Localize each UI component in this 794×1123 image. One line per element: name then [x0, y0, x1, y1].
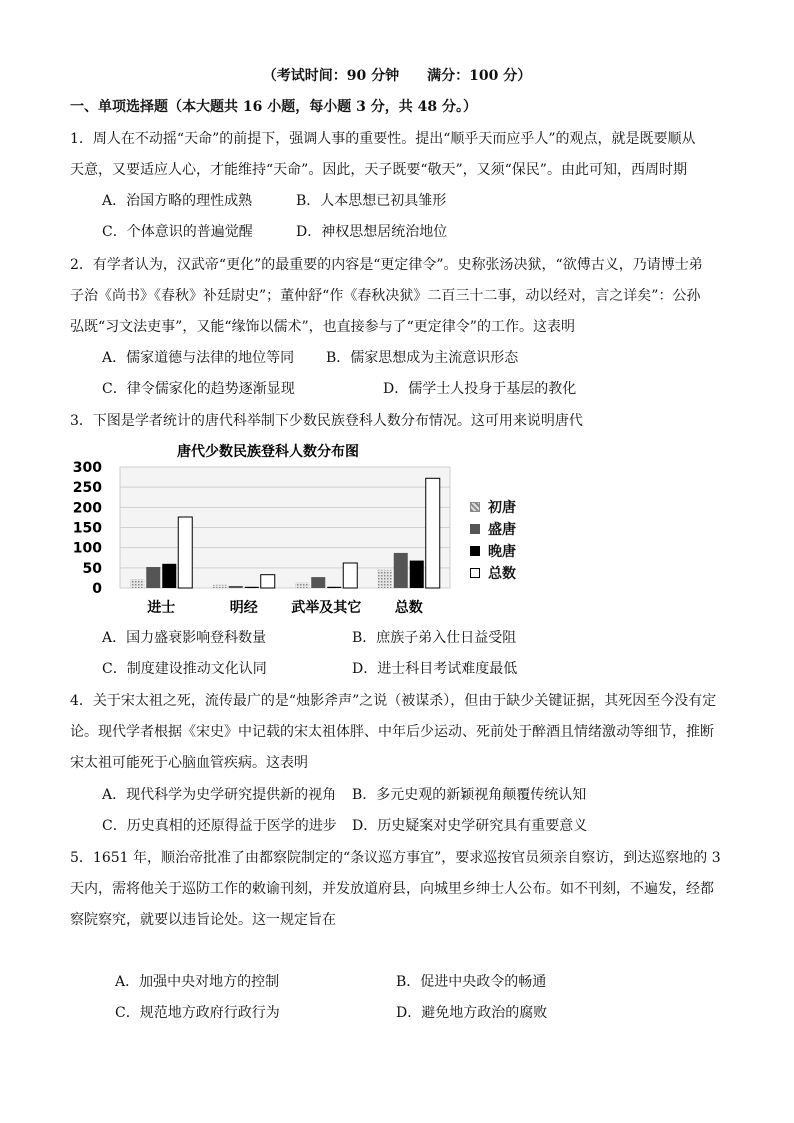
legend-item-early [470, 496, 516, 518]
q5-line-3: 察院察究，就要以违旨论处。这一规定旨在 [70, 912, 336, 928]
bar [410, 561, 424, 588]
x-tick-label: 明经 [229, 600, 258, 616]
q1-option-d: D．神权思想居统治地位 [296, 224, 448, 240]
y-tick-label: 150 [72, 520, 102, 537]
bar [245, 587, 259, 588]
q3-option-b: B．庶族子弟入仕日益受阻 [352, 630, 517, 646]
legend-swatch-total [470, 568, 480, 578]
bar [311, 577, 325, 588]
chart-title: 唐代少数民族登科人数分布图 [177, 444, 359, 460]
q4-option-b: B．多元史观的新颖视角颠覆传统认知 [352, 787, 587, 803]
q1-option-b: B．人本思想已初具雏形 [296, 193, 447, 209]
legend-item-total [470, 562, 516, 584]
bar [327, 587, 341, 588]
bar [394, 553, 408, 588]
y-tick-label: 50 [82, 560, 102, 577]
bar [162, 564, 176, 588]
q4-option-a: A．现代科学为史学研究提供新的视角 [102, 787, 337, 803]
y-tick-label: 100 [72, 540, 102, 557]
q1-line-1: 1．周人在不动摇“天命”的前提下，强调人事的重要性。提出“顺乎天而应乎人”的观点，就是既要顺从 [70, 131, 696, 147]
q2-line-2: 子治《尚书》《春秋》补廷尉史”；董仲舒“作《春秋决狱》二百三十二事，动以经对，言之详矣”：公孙 [70, 288, 701, 304]
q2-option-c: C．律令儒家化的趋势逐渐显现 [102, 381, 295, 397]
q2-option-b: B．儒家思想成为主流意识形态 [326, 350, 519, 366]
legend-label: 盛唐 [488, 522, 516, 538]
legend-label: 晚唐 [488, 544, 516, 560]
q4-line-1: 4．关于宋太祖之死，流传最广的是“烛影斧声”之说（被谋杀），但由于缺少关键证据，其死因至今没有定 [70, 693, 717, 709]
q1-option-a: A．治国方略的理性成熟 [102, 193, 253, 209]
q3-option-a: A．国力盛衰影响登科数量 [102, 630, 267, 646]
legend-swatch-late [470, 546, 480, 556]
legend-item-high [470, 518, 516, 540]
y-tick-label: 300 [72, 460, 102, 476]
x-tick-label: 进士 [147, 600, 176, 616]
bar [261, 575, 275, 588]
exam-info: （考试时间：90 分钟 满分：100 分） [262, 68, 532, 84]
chart-legend [470, 496, 516, 584]
bar [229, 586, 243, 588]
bar-chart [72, 440, 538, 620]
legend-label: 总数 [488, 566, 516, 582]
bar [178, 517, 192, 588]
legend-swatch-high [470, 524, 480, 534]
q5-line-2: 天内，需将他关于巡防工作的敕谕刊刻，并发放道府县，向城里乡绅士人公布。如不刊刻，不遍发，经都 [70, 881, 714, 897]
bar [213, 585, 227, 588]
legend-swatch-early [470, 502, 480, 512]
section-title: 一、单项选择题（本大题共 16 小题，每小题 3 分，共 48 分。） [70, 99, 477, 115]
x-tick-label: 武举及其它 [291, 600, 362, 616]
q2-option-a: A．儒家道德与法律的地位等同 [102, 350, 295, 366]
q4-line-2: 论。现代学者根据《宋史》中记载的宋太祖体胖、中年后少运动、死前处于醉酒且情绪激动等细节，推断 [70, 724, 714, 740]
q3-line: 3．下图是学者统计的唐代科举制下少数民族登科人数分布情况。这可用来说明唐代 [70, 413, 583, 429]
q4-line-3: 宋太祖可能死于心脑血管疾病。这表明 [70, 755, 308, 771]
bar [378, 570, 392, 588]
bar [343, 563, 357, 588]
q3-option-c: C．制度建设推动文化认同 [102, 661, 267, 677]
q2-option-d: D．儒学士人投身于基层的教化 [383, 381, 577, 397]
q3-option-d: D．进士科目考试难度最低 [352, 661, 518, 677]
q4-option-c: C．历史真相的还原得益于医学的进步 [102, 818, 337, 834]
bar [426, 478, 440, 588]
legend-item-late [470, 540, 516, 562]
x-tick-label: 总数 [394, 600, 423, 616]
q5-option-a: A．加强中央对地方的控制 [115, 974, 280, 990]
q5-line-1: 5．1651 年，顺治帝批准了由都察院制定的“条议巡方事宜”，要求巡按官员须亲自察访，到达巡察地的 3 [70, 850, 721, 866]
y-tick-label: 200 [72, 500, 102, 517]
bar [295, 582, 309, 588]
q5-option-b: B．促进中央政令的畅通 [396, 974, 547, 990]
bar [146, 567, 160, 588]
q2-line-1: 2．有学者认为，汉武帝“更化”的最重要的内容是“更定律令”。史称张汤决狱，“欲傅古义，乃请博士弟 [70, 257, 703, 273]
q1-option-c: C．个体意识的普遍觉醒 [102, 224, 253, 240]
q4-option-d: D．历史疑案对史学研究具有重要意义 [352, 818, 588, 834]
q2-line-3: 弘既“习文法吏事”，又能“缘饰以儒术”，也直接参与了“更定律令”的工作。这表明 [70, 319, 575, 335]
y-tick-label: 250 [72, 480, 102, 497]
legend-label: 初唐 [488, 500, 516, 516]
q5-option-c: C．规范地方政府行政行为 [115, 1005, 280, 1021]
q1-line-2: 天意，又要适应人心，才能维持“天命”。因此，天子既要“敬天”，又须“保民”。由此可知，西周时期 [70, 162, 687, 178]
bar [130, 579, 144, 588]
y-tick-label: 0 [92, 581, 102, 597]
q5-option-d: D．避免地方政治的腐败 [396, 1005, 548, 1021]
